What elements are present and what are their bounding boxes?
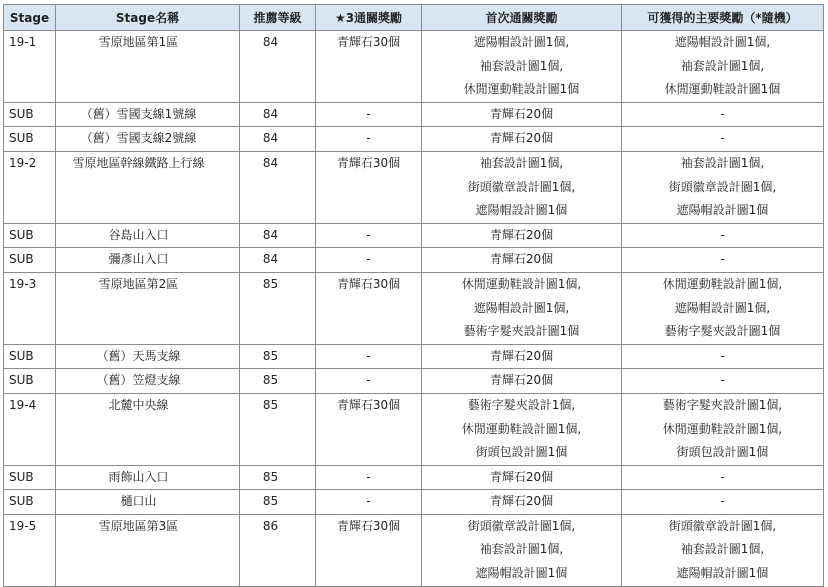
cell-stage-text: SUB [9,348,34,363]
cell-main-rewards-line: - [720,348,725,363]
cell-recommended-level [240,465,316,490]
cell-stage [4,514,56,586]
cell-stage-name-text: 彌彥山入口 [108,252,169,267]
cell-recommended-level-text: 84 [262,252,279,267]
cell-stage-name-text: 雨飾山入口 [108,469,169,484]
cell-stage [4,248,56,273]
table-row [4,127,824,152]
cell-recommended-level [240,127,316,152]
cell-first-clear-reward-line: 遮陽帽設計圖1個 [475,203,568,218]
cell-first-clear-reward [422,344,622,369]
cell-recommended-level [240,151,316,223]
cell-stage-name-text: （舊）雪國支線1號線 [80,106,197,121]
cell-main-rewards [622,248,824,273]
table-row [4,369,824,394]
cell-recommended-level-text: 84 [262,155,279,170]
cell-stage-text: 19-1 [9,35,37,49]
cell-recommended-level-text: 86 [262,518,279,533]
cell-recommended-level-text: 85 [262,373,279,388]
cell-first-clear-reward-line: 休閒運動鞋設計圖1個 [463,82,580,97]
cell-main-rewards-line: - [720,469,725,484]
cell-stage-text: 19-3 [9,276,37,291]
cell-star3-reward-text: - [366,227,371,242]
cell-stage [4,344,56,369]
cell-first-clear-reward-line: 青輝石20個 [489,373,554,388]
cell-stage-name-text: 北麓中央線 [108,397,169,412]
cell-main-rewards-line: - [720,106,725,121]
cell-main-rewards-line: - [720,373,725,388]
header-main-rewards: 可獲得的主要獎勵（*隨機） [622,5,824,31]
cell-main-rewards-line: - [720,494,725,509]
cell-recommended-level-text: 85 [262,397,279,412]
cell-stage-text: SUB [9,469,34,484]
cell-stage-text: SUB [9,252,34,267]
cell-star3-reward [316,151,422,223]
cell-main-rewards-line: 休閒運動鞋設計圖1個 [664,82,781,97]
cell-first-clear-reward-line: 遮陽帽設計圖1個 [475,566,568,581]
cell-first-clear-reward-line: 青輝石20個 [489,131,554,146]
cell-first-clear-reward-line: 青輝石20個 [489,348,554,363]
cell-stage-text: 19-2 [9,155,37,170]
cell-main-rewards [622,393,824,465]
cell-star3-reward-text: 青輝石30個 [336,397,401,412]
cell-first-clear-reward-line: 袖套設計圖1個, [479,58,564,73]
cell-main-rewards-line: 藝術字髮夾設計圖1個, [662,397,783,412]
table-row [4,31,824,103]
cell-star3-reward [316,465,422,490]
cell-recommended-level-text: 85 [262,348,279,363]
cell-stage-name-text: 谷島山入口 [108,227,169,242]
cell-star3-reward-text: - [366,494,371,509]
cell-first-clear-reward-line: 袖套設計圖1個, [479,542,564,557]
cell-stage-name [56,223,240,248]
cell-main-rewards [622,151,824,223]
cell-main-rewards [622,31,824,103]
cell-first-clear-reward-line: 休閒運動鞋設計圖1個, [461,276,582,291]
cell-stage-name-text: （舊）笠燈支線 [96,373,181,388]
cell-main-rewards-line: 休閒運動鞋設計圖1個, [662,276,783,291]
cell-star3-reward-text: - [366,131,371,146]
cell-star3-reward [316,393,422,465]
cell-main-rewards-line: 街頭徽章設計圖1個, [668,518,777,533]
cell-star3-reward-text: 青輝石30個 [336,35,401,49]
cell-stage-name-text: （舊）雪國支線2號線 [80,131,197,146]
cell-first-clear-reward [422,465,622,490]
table-row [4,490,824,515]
cell-star3-reward [316,102,422,127]
cell-star3-reward [316,490,422,515]
cell-first-clear-reward-line: 街頭包設計圖1個 [475,445,568,460]
table-row [4,248,824,273]
cell-stage-name-text: 雪原地區幹線鐵路上行線 [72,155,205,170]
cell-main-rewards [622,514,824,586]
cell-recommended-level [240,272,316,344]
cell-main-rewards-line: 休閒運動鞋設計圖1個, [662,421,783,436]
cell-first-clear-reward-line: 青輝石20個 [489,494,554,509]
cell-first-clear-reward-line: 街頭徽章設計圖1個, [467,179,576,194]
cell-star3-reward [316,248,422,273]
table-row [4,393,824,465]
cell-main-rewards [622,223,824,248]
cell-recommended-level [240,31,316,103]
cell-main-rewards-line: 街頭徽章設計圖1個, [668,179,777,194]
cell-recommended-level-text: 84 [262,227,279,242]
cell-first-clear-reward-line: 遮陽帽設計圖1個, [473,35,570,49]
cell-stage [4,102,56,127]
cell-recommended-level [240,248,316,273]
cell-recommended-level [240,344,316,369]
table-row [4,102,824,127]
cell-main-rewards-line: - [720,131,725,146]
cell-main-rewards-line: 袖套設計圖1個, [680,58,765,73]
cell-stage-name-text: 樋口山 [120,494,157,509]
table-row [4,514,824,586]
table-row [4,272,824,344]
cell-stage-name [56,127,240,152]
cell-stage-text: SUB [9,227,34,242]
cell-star3-reward-text: 青輝石30個 [336,276,401,291]
cell-star3-reward-text: 青輝石30個 [336,155,401,170]
cell-main-rewards-line: 遮陽帽設計圖1個, [674,35,771,49]
cell-stage [4,151,56,223]
stage-rewards-table-container [3,4,824,587]
cell-stage [4,272,56,344]
cell-recommended-level-text: 84 [262,106,279,121]
cell-stage [4,369,56,394]
cell-first-clear-reward [422,127,622,152]
cell-recommended-level [240,514,316,586]
header-stage-name: Stage名稱 [56,5,240,31]
table-row [4,223,824,248]
cell-main-rewards-line: 袖套設計圖1個, [680,155,765,170]
table-row [4,151,824,223]
cell-main-rewards [622,490,824,515]
cell-stage [4,393,56,465]
table-row [4,344,824,369]
cell-stage-name [56,490,240,515]
cell-first-clear-reward-line: 青輝石20個 [489,469,554,484]
cell-stage-text: 19-4 [9,397,37,412]
cell-stage-name [56,272,240,344]
cell-recommended-level [240,223,316,248]
cell-main-rewards-line: 遮陽帽設計圖1個 [676,203,769,218]
cell-star3-reward [316,369,422,394]
cell-main-rewards [622,369,824,394]
cell-star3-reward [316,514,422,586]
cell-first-clear-reward [422,223,622,248]
cell-first-clear-reward [422,369,622,394]
table-body [4,31,824,587]
cell-stage [4,31,56,103]
cell-first-clear-reward-line: 青輝石20個 [489,106,554,121]
cell-main-rewards-line: 街頭包設計圖1個 [676,445,769,460]
cell-star3-reward-text: - [366,373,371,388]
cell-first-clear-reward [422,102,622,127]
cell-recommended-level-text: 84 [262,35,279,49]
cell-recommended-level [240,369,316,394]
cell-stage-text: 19-5 [9,518,37,533]
cell-first-clear-reward [422,248,622,273]
cell-recommended-level-text: 84 [262,131,279,146]
cell-star3-reward [316,223,422,248]
cell-star3-reward [316,344,422,369]
cell-stage-name-text: 雪原地區第2區 [98,276,179,291]
cell-star3-reward-text: - [366,252,371,267]
header-first-clear-reward: 首次通關獎勵 [422,5,622,31]
cell-main-rewards-line: - [720,252,725,267]
cell-star3-reward-text: - [366,469,371,484]
cell-recommended-level [240,102,316,127]
cell-main-rewards [622,344,824,369]
cell-first-clear-reward [422,393,622,465]
cell-star3-reward [316,272,422,344]
cell-main-rewards-line: 藝術字髮夾設計圖1個 [664,324,781,339]
cell-stage-name [56,102,240,127]
cell-stage-name [56,514,240,586]
cell-main-rewards-line: 遮陽帽設計圖1個, [674,300,771,315]
cell-stage-name [56,31,240,103]
cell-stage-name [56,465,240,490]
cell-main-rewards-line: 袖套設計圖1個, [680,542,765,557]
cell-stage [4,127,56,152]
cell-stage-text: SUB [9,373,34,388]
cell-first-clear-reward [422,31,622,103]
cell-star3-reward-text: 青輝石30個 [336,518,401,533]
cell-recommended-level [240,490,316,515]
cell-main-rewards-line: 遮陽帽設計圖1個 [676,566,769,581]
cell-recommended-level [240,393,316,465]
cell-first-clear-reward-line: 袖套設計圖1個, [479,155,564,170]
cell-stage [4,490,56,515]
cell-main-rewards [622,102,824,127]
cell-recommended-level-text: 85 [262,494,279,509]
cell-stage-text: SUB [9,494,34,509]
header-recommended-level: 推薦等級 [240,5,316,31]
cell-first-clear-reward-line: 街頭徽章設計圖1個, [467,518,576,533]
cell-star3-reward-text: - [366,106,371,121]
cell-first-clear-reward-line: 藝術字髮夾設計圖1個 [463,324,580,339]
cell-stage-name [56,393,240,465]
cell-main-rewards [622,465,824,490]
cell-stage [4,465,56,490]
cell-stage-text: SUB [9,106,34,121]
cell-star3-reward-text: - [366,348,371,363]
cell-stage-name [56,369,240,394]
cell-first-clear-reward-line: 遮陽帽設計圖1個, [473,300,570,315]
header-star3-reward: ★3通關獎勵 [316,5,422,31]
cell-recommended-level-text: 85 [262,469,279,484]
cell-first-clear-reward-line: 藝術字髮夾設計1個, [467,397,576,412]
cell-stage [4,223,56,248]
cell-main-rewards [622,127,824,152]
cell-stage-text: SUB [9,131,34,146]
cell-first-clear-reward [422,490,622,515]
cell-main-rewards [622,272,824,344]
cell-main-rewards-line: - [720,227,725,242]
cell-first-clear-reward [422,272,622,344]
cell-stage-name [56,151,240,223]
cell-recommended-level-text: 85 [262,276,279,291]
cell-stage-name [56,248,240,273]
table-header-row [4,5,824,31]
cell-stage-name-text: 雪原地區第3區 [98,518,179,533]
cell-stage-name-text: （舊）天馬支線 [96,348,181,363]
cell-star3-reward [316,31,422,103]
cell-first-clear-reward [422,514,622,586]
cell-first-clear-reward-line: 休閒運動鞋設計圖1個, [461,421,582,436]
cell-first-clear-reward [422,151,622,223]
cell-stage-name [56,344,240,369]
cell-stage-name-text: 雪原地區第1區 [98,35,179,49]
header-stage: Stage [4,5,56,31]
cell-star3-reward [316,127,422,152]
table-row [4,465,824,490]
stage-rewards-table [3,4,824,587]
cell-first-clear-reward-line: 青輝石20個 [489,227,554,242]
cell-first-clear-reward-line: 青輝石20個 [489,252,554,267]
